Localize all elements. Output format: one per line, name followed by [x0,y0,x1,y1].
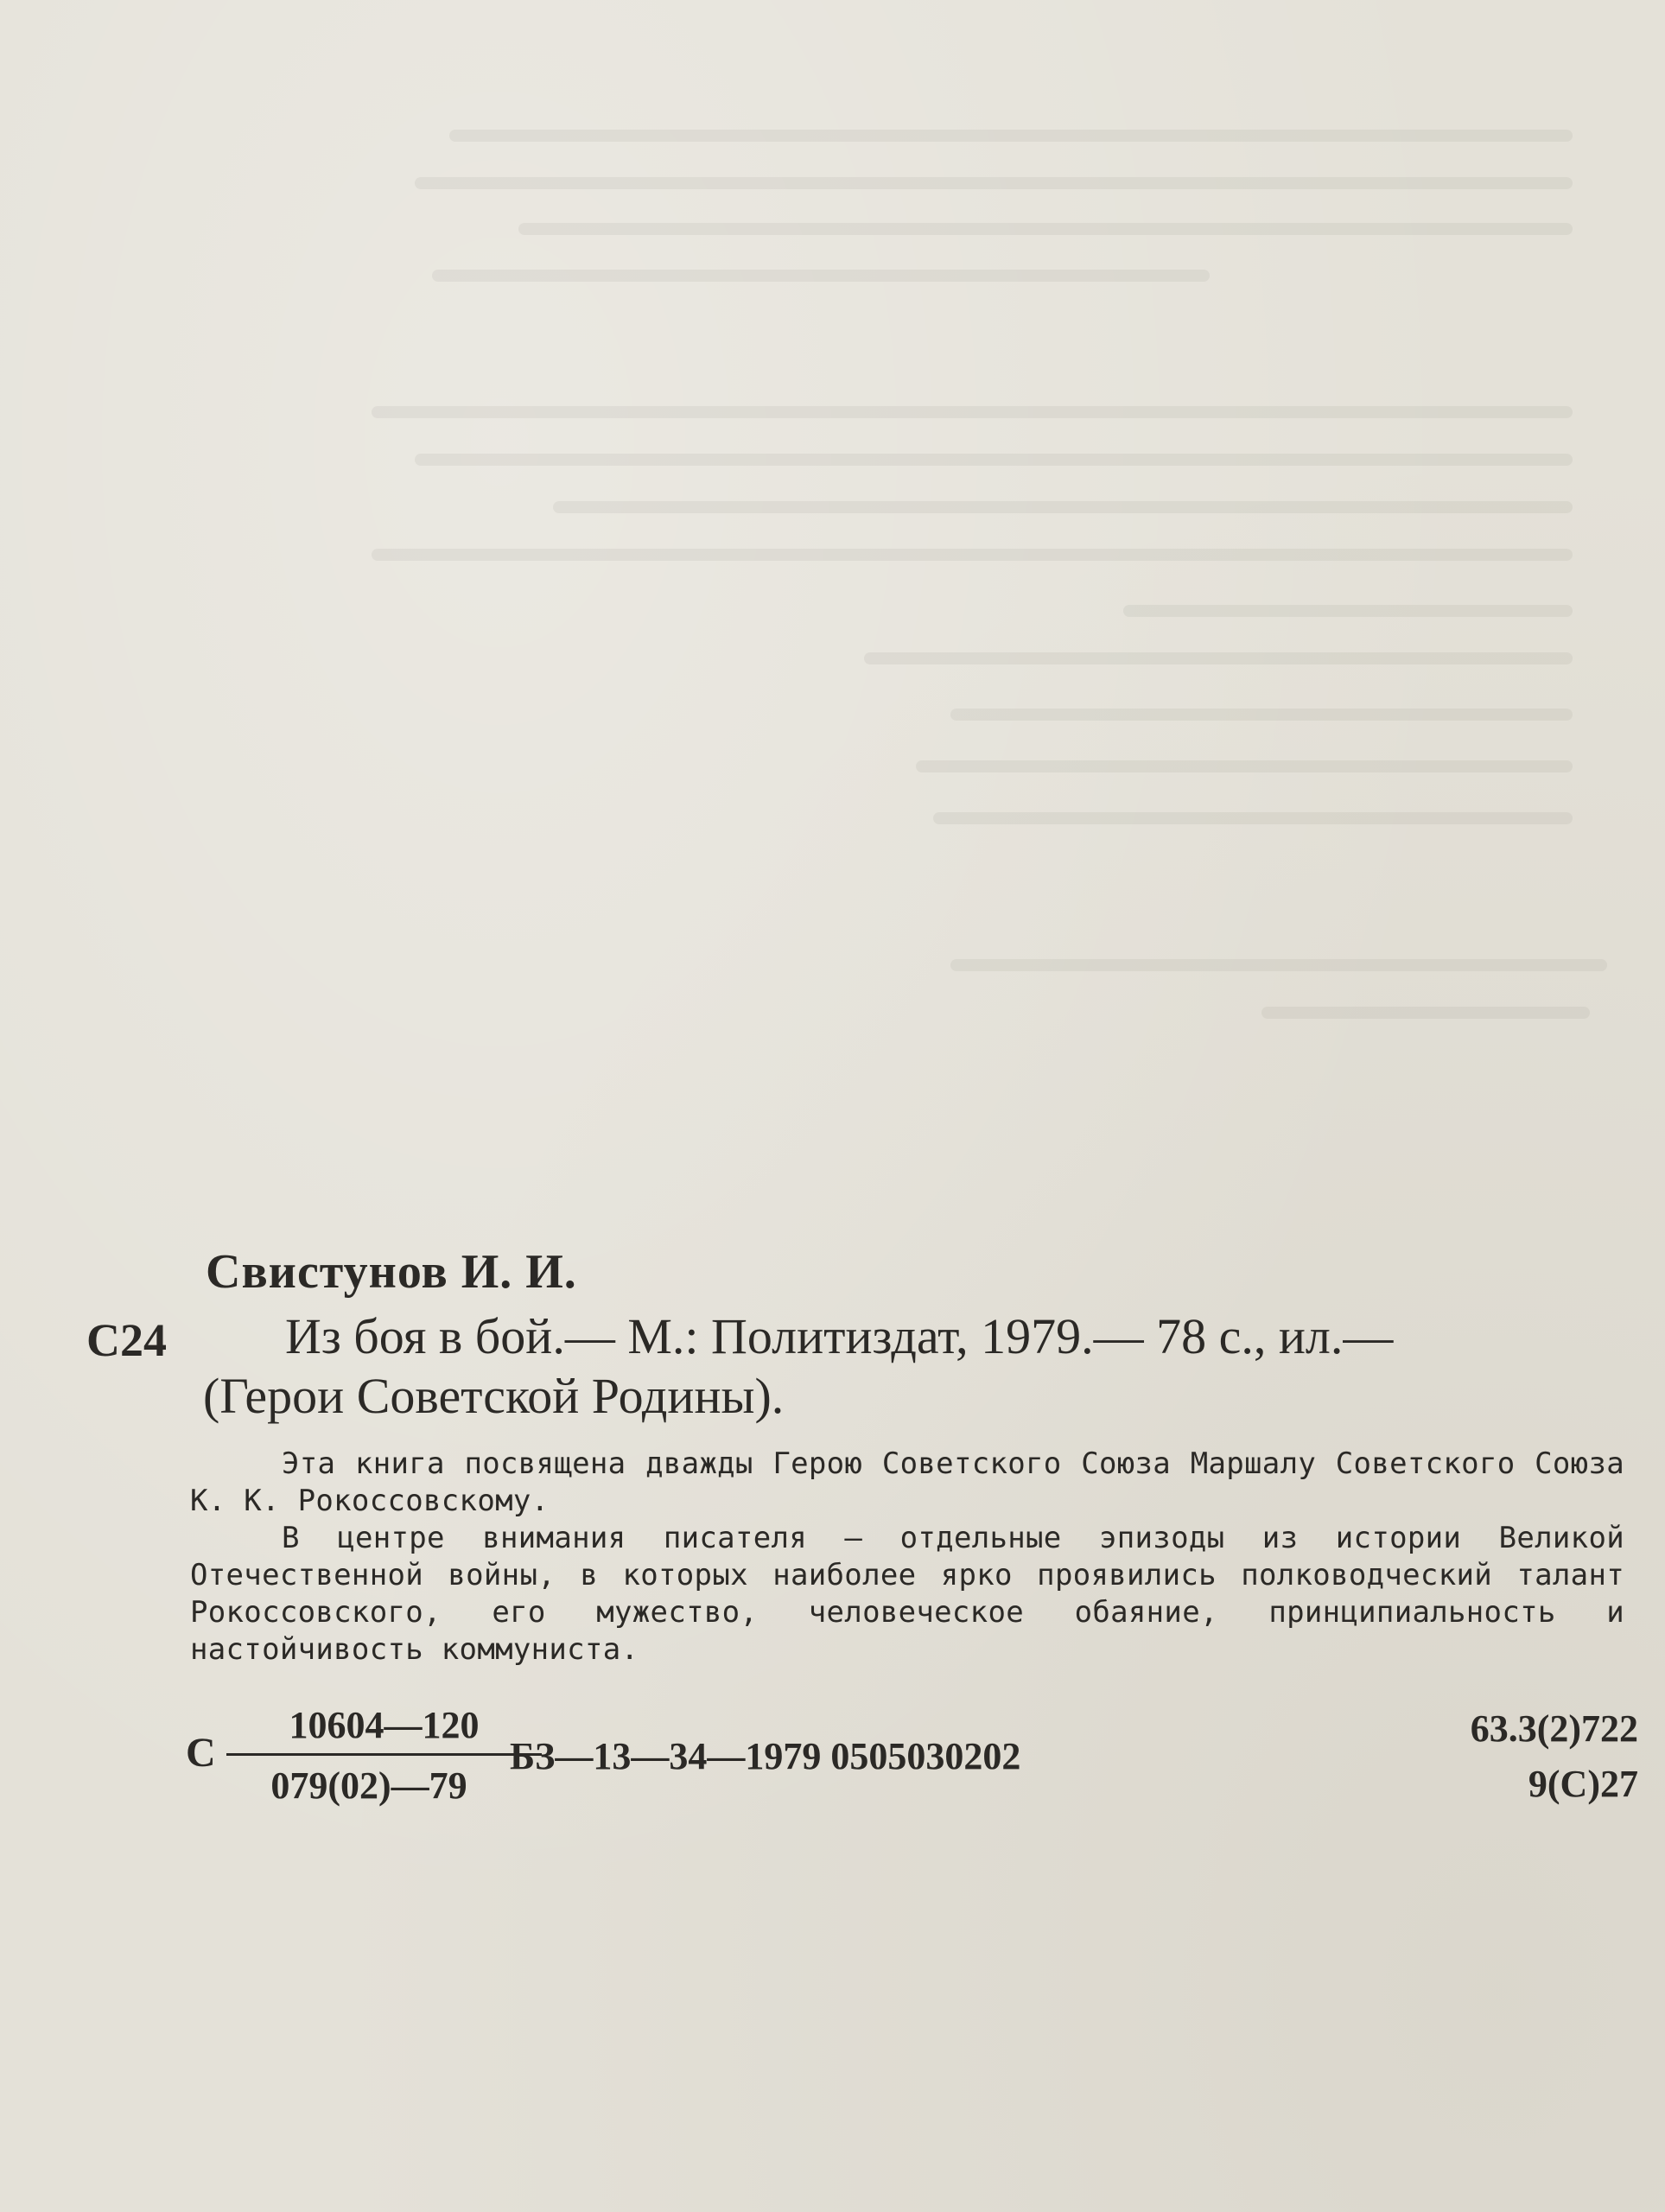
fraction-bar [226,1753,542,1756]
classification-code: С24 [86,1314,167,1366]
fraction-numerator: 10604—120 [289,1704,480,1746]
bibliographic-codes [181,1704,1650,1827]
annotation [190,1446,1624,1669]
annotation-paragraph: Эта книга посвящена дважды Герою Советского Союза Маршалу Советского Союза К. К. Рокоссовскому. [190,1446,1624,1518]
fraction-denominator: 079(02)—79 [270,1764,467,1807]
show-through-text [0,0,1665,1080]
title-publication-line: Из боя в бой.— М.: Политиздат, 1979.— 78 с., ил.— [285,1308,1394,1364]
author-name: Свистунов И. И. [206,1245,577,1299]
classification-index: 63.3(2)722 [1470,1707,1638,1750]
biblio-code: БЗ—13—34—1979 0505030202 [510,1735,1021,1777]
annotation-paragraph: В центре внимания писателя — отдельные эпизоды из истории Великой Отечественной войны, в которых наиболее ярко проявились полководческий талант Рокоссовского, его мужество, человеческое обаяние, принципиальность и настойчивость коммуниста. [190,1521,1624,1667]
series-line: (Герои Советской Родины). [203,1368,785,1424]
classification-index: 9(С)27 [1528,1763,1638,1805]
biblio-prefix: С [186,1730,216,1776]
